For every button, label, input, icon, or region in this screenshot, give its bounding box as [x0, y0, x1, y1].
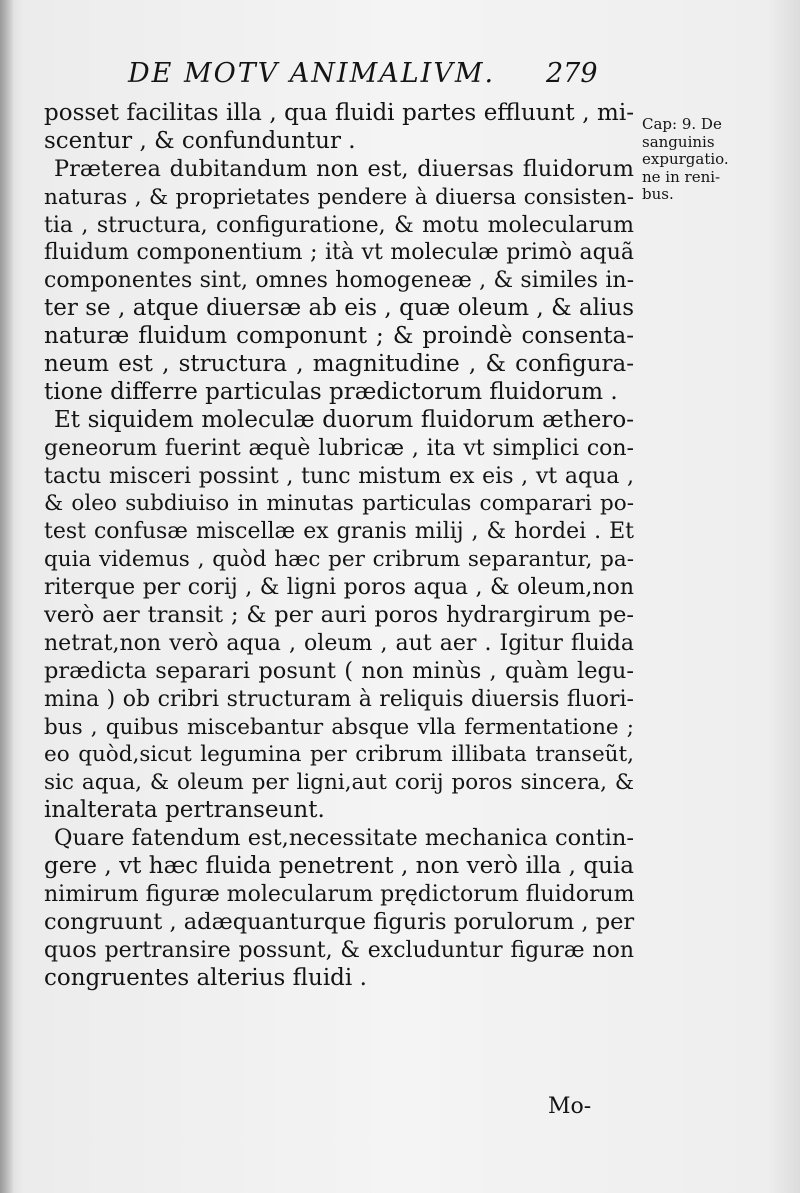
- text-line: geneorum fuerint æquè lubricæ , ita vt simplici con-: [44, 435, 634, 461]
- page-number: 279: [546, 58, 598, 89]
- text-line: netrat,non verò aqua , oleum , aut aer . Igitur fluida: [44, 630, 634, 656]
- text-line: posset facilitas illa , qua fluidi partes effluunt , mi-: [44, 100, 634, 126]
- text-line: tione differre particulas prædictorum fluidorum .: [44, 378, 618, 405]
- text-line: verò aer transit ; & per auri poros hydrargirum pe-: [44, 602, 634, 629]
- text-line: Præterea dubitandum non est, diuersas fluidorum: [54, 155, 634, 182]
- text-line: eo quòd,sicut legumina per cribrum illibata transeũt,: [44, 742, 634, 768]
- margin-note: [642, 116, 792, 204]
- paragraph-4: [44, 825, 634, 992]
- text-line: & oleo subdiuiso in minutas particulas comparari po-: [44, 491, 634, 517]
- text-line: naturas , & proprietates pendere à diuersa consisten-: [44, 184, 634, 210]
- text-line: nimirum figuræ molecularum prędictorum fluidorum: [44, 881, 635, 907]
- text-line: gere , vt hæc fluida penetrent , non verò illa , quia: [44, 853, 634, 880]
- text-line: naturæ fluidum componunt ; & proindè consenta-: [44, 323, 634, 350]
- margin-note-line: bus.: [642, 185, 674, 203]
- margin-note-line: sanguinis: [642, 132, 715, 151]
- margin-note-line: Cap: 9. De: [642, 115, 722, 133]
- text-line: tactu misceri possint , tunc mistum ex eis , vt aqua ,: [44, 463, 634, 489]
- paragraph-3: [44, 407, 634, 825]
- body-text: [44, 100, 634, 993]
- text-line: quos pertransire possunt, & excluduntur figuræ non: [44, 937, 634, 963]
- page-gutter-shadow: [0, 0, 14, 1193]
- text-line: sic aqua, & oleum per ligni,aut corij poros sincera, &: [44, 770, 634, 796]
- text-line: test confusæ miscellæ ex granis milij , & hordei . Et: [44, 519, 634, 545]
- margin-note-line: expurgatio.: [642, 150, 729, 168]
- text-line: prædicta separari posunt ( non minùs , quàm legu-: [44, 657, 634, 684]
- text-line: congruentes alterius fluidi .: [44, 964, 367, 991]
- catchword: Mo-: [548, 1094, 592, 1119]
- text-line: Et siquidem moleculæ duorum fluidorum æthero-: [54, 406, 634, 433]
- text-line: inalterata pertranseunt.: [44, 797, 325, 824]
- running-title: DE MOTV ANIMALIVM.: [128, 58, 496, 89]
- text-line: Quare fatendum est,necessitate mechanica contin-: [54, 825, 634, 852]
- text-line: componentes sint, omnes homogeneæ , & similes in-: [44, 268, 634, 294]
- text-line: congruunt , adæquanturque figuris porulorum , per: [44, 908, 635, 935]
- text-line: neum est , structura , magnitudine , & configura-: [44, 351, 634, 378]
- margin-note-line: ne in reni-: [642, 167, 721, 186]
- text-line: riterque per corij , & ligni poros aqua , & oleum,non: [44, 575, 634, 601]
- text-line: tia , structura, configuratione, & motu molecularum: [44, 212, 634, 238]
- text-line: ter se , atque diuersæ ab eis , quæ oleum , & alius: [44, 295, 634, 322]
- paragraph-2: [44, 156, 634, 407]
- running-head: [128, 52, 608, 96]
- paragraph-1: [44, 100, 634, 156]
- text-line: mina ) ob cribri structuram à reliquis diuersis fluori-: [44, 686, 634, 712]
- text-line: quia videmus , quòd hæc per cribrum separantur, pa-: [44, 547, 634, 573]
- text-line: bus , quibus miscebantur absque vlla fermentatione ;: [44, 714, 634, 740]
- text-line: scentur , & confunduntur .: [44, 127, 356, 154]
- text-line: fluidum componentium ; ità vt moleculæ primò aquã: [44, 240, 634, 266]
